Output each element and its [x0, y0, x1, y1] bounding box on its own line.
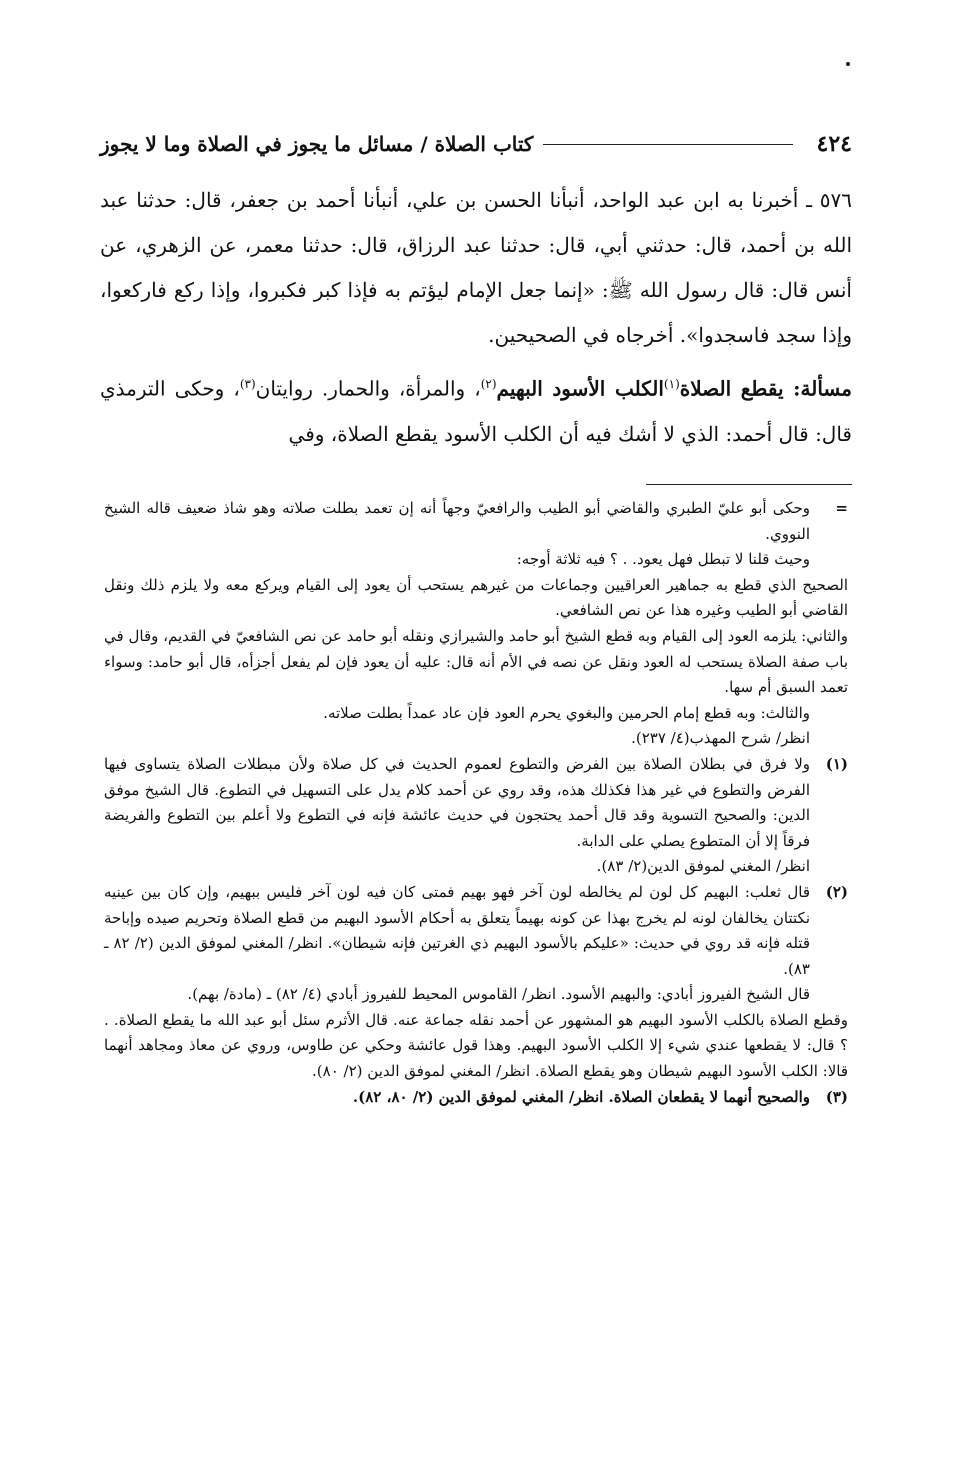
continuation-marker: =	[835, 499, 848, 517]
footnote-ref-2[interactable]: (٢)	[480, 377, 497, 391]
running-title: كتاب الصلاة / مسائل ما يجوز في الصلاة وما لا يجوز	[100, 132, 534, 156]
issue-subject: الكلب الأسود البهيم	[496, 376, 664, 401]
footnote-line: والثاني: يلزمه العود إلى القيام وبه قطع الشيخ أبو حامد والشيرازي ونقله أبو حامد عن نص الشافعيّ في القديم، وقال في باب صفة الصلاة يستحب له العود ونقل عن نصه في الأم أنه قال: عليه أن يعود فإن لم يفعل أجزأه، قال أبو حامد: وسواء تعمد السبق أم سها.	[104, 626, 848, 697]
footnote-marker-2: (٢)	[825, 882, 848, 901]
footnote-continued	[104, 496, 848, 573]
page-number: ٤٢٤	[816, 131, 852, 157]
footnote-line: والصحيح أنهما لا يقطعان الصلاة. انظر/ المغني لموفق الدين (٢/ ٨٠، ٨٢).	[352, 1087, 810, 1106]
footnote-line: ولا فرق في بطلان الصلاة بين الفرض والتطوع لعموم الحديث في كل صلاة ولأن مبطلات الصلاة يتساوى فيها الفرض والتطوع في غير هذا فكذلك هذه، وقد روي عن أحمد كلام يدل على التسهيل في التطوع. قال الشيخ موفق الدين: والصحيح التسوية وقد قال أحمد يحتجون في حديث عائشة فإنه في التطوع ولا أعلم بين التطوع والفريضة فرقاً إلا أن المتطوع يصلي على الدابة.	[104, 754, 810, 850]
issue-paragraph	[100, 362, 852, 457]
footnote-line: وحيث قلنا لا تبطل فهل يعود. . ؟ فيه ثلاثة أوجه:	[516, 550, 810, 569]
footnote-line: وقطع الصلاة بالكلب الأسود البهيم هو المشهور عن أحمد نقله جماعة عنه. قال الأثرم سئل أبو عبد الله ما يقطع الصلاة. . ؟ قال: لا يقطعها عندي شيء إلا الكلب الأسود البهيم. وهذا قول عائشة وحكي عن طاوس، وروي عن معاذ ومجاهد أنهما قالا: الكلب الأسود البهيم شيطان وهو يقطع الصلاة. انظر/ المغني لموفق الدين (٢/ ٨٠).	[104, 1010, 848, 1081]
hadith-paragraph: ٥٧٦ ـ أخبرنا به ابن عبد الواحد، أنبأنا الحسن بن علي، أنبأنا أحمد بن جعفر، قال: حدثنا عبد الله بن أحمد، قال: حدثني أبي، قال: حدثنا عبد الرزاق، قال: حدثنا معمر، عن الزهري، عن أنس قال: قال رسول الله ﷺ: «إنما جعل الإمام ليؤتم به فإذا كبر فكبروا، وإذا ركع فاركعوا، وإذا سجد فاسجدوا». أخرجاه في الصحيحين.	[100, 188, 852, 347]
footnote-rule	[646, 484, 852, 485]
ink-dot	[846, 62, 850, 66]
footnote-marker-3: (٣)	[825, 1087, 848, 1106]
issue-heading: مسألة: يقطع الصلاة	[679, 376, 852, 401]
footnote-ref-1[interactable]: (١)	[663, 377, 680, 391]
footnote-marker-1: (١)	[825, 754, 848, 773]
footnote-line: الصحيح الذي قطع به جماهير العراقيين وجماعات من غيرهم يستحب أن يعود إلى القيام ويركع معه ولا يلزم ذلك ونقل القاضي أبو الطيب وغيره هذا عن نص الشافعي.	[104, 575, 848, 620]
footnotes	[104, 496, 848, 1110]
main-text	[100, 178, 852, 457]
footnote-line: وحكى أبو عليّ الطبري والقاضي أبو الطيب والرافعيّ وجهاً أنه إن تعمد بطلت صلاته وهو شاذ ضعيف قاله الشيخ النووي.	[104, 499, 810, 543]
page-header	[100, 122, 852, 166]
footnote-2	[104, 880, 848, 1008]
issue-text-b: ، وحكى الترمذي قال: قال أحمد: الذي لا أشك فيه أن الكلب الأسود يقطع الصلاة، وفي	[100, 376, 852, 446]
footnote-3	[104, 1085, 848, 1111]
footnote-line: قال الشيخ الفيروز أبادي: والبهيم الأسود. انظر/ القاموس المحيط للفيروز أبادي (٤/ ٨٢) ـ (مادة/ بهم).	[187, 985, 810, 1004]
footnote-line: انظر/ شرح المهذب(٤/ ٢٣٧).	[631, 729, 810, 748]
issue-text-a: ، والمرأة، والحمار. روايتان	[255, 376, 481, 401]
header-rule	[543, 144, 792, 145]
footnote-line: قال ثعلب: البهيم كل لون لم يخالطه لون آخر فهو بهيم فمتى كان فيه لون آخر فليس ببهيم، وإن كان بين عينيه نكتتان يخالفان لونه لم يخرج بهذا عن كونه بهيماً يتعلق به أحكام الأسود البهيم من قطع الصلاة وتحريم صيده وإباحة قتله فإنه قد روي في حديث: «عليكم بالأسود البهيم ذي الغرتين فإنه شيطان». انظر/ المغني لموفق الدين (٢/ ٨٢ ـ ٨٣).	[104, 882, 810, 978]
footnote-line: انظر/ المغني لموفق الدين(٢/ ٨٣).	[596, 857, 810, 876]
footnote-ref-3[interactable]: (٣)	[239, 377, 256, 391]
footnote-line: والثالث: وبه قطع إمام الحرمين والبغوي يحرم العود فإن عاد عمداً بطلت صلاته.	[323, 703, 810, 722]
footnote-1	[104, 752, 848, 880]
